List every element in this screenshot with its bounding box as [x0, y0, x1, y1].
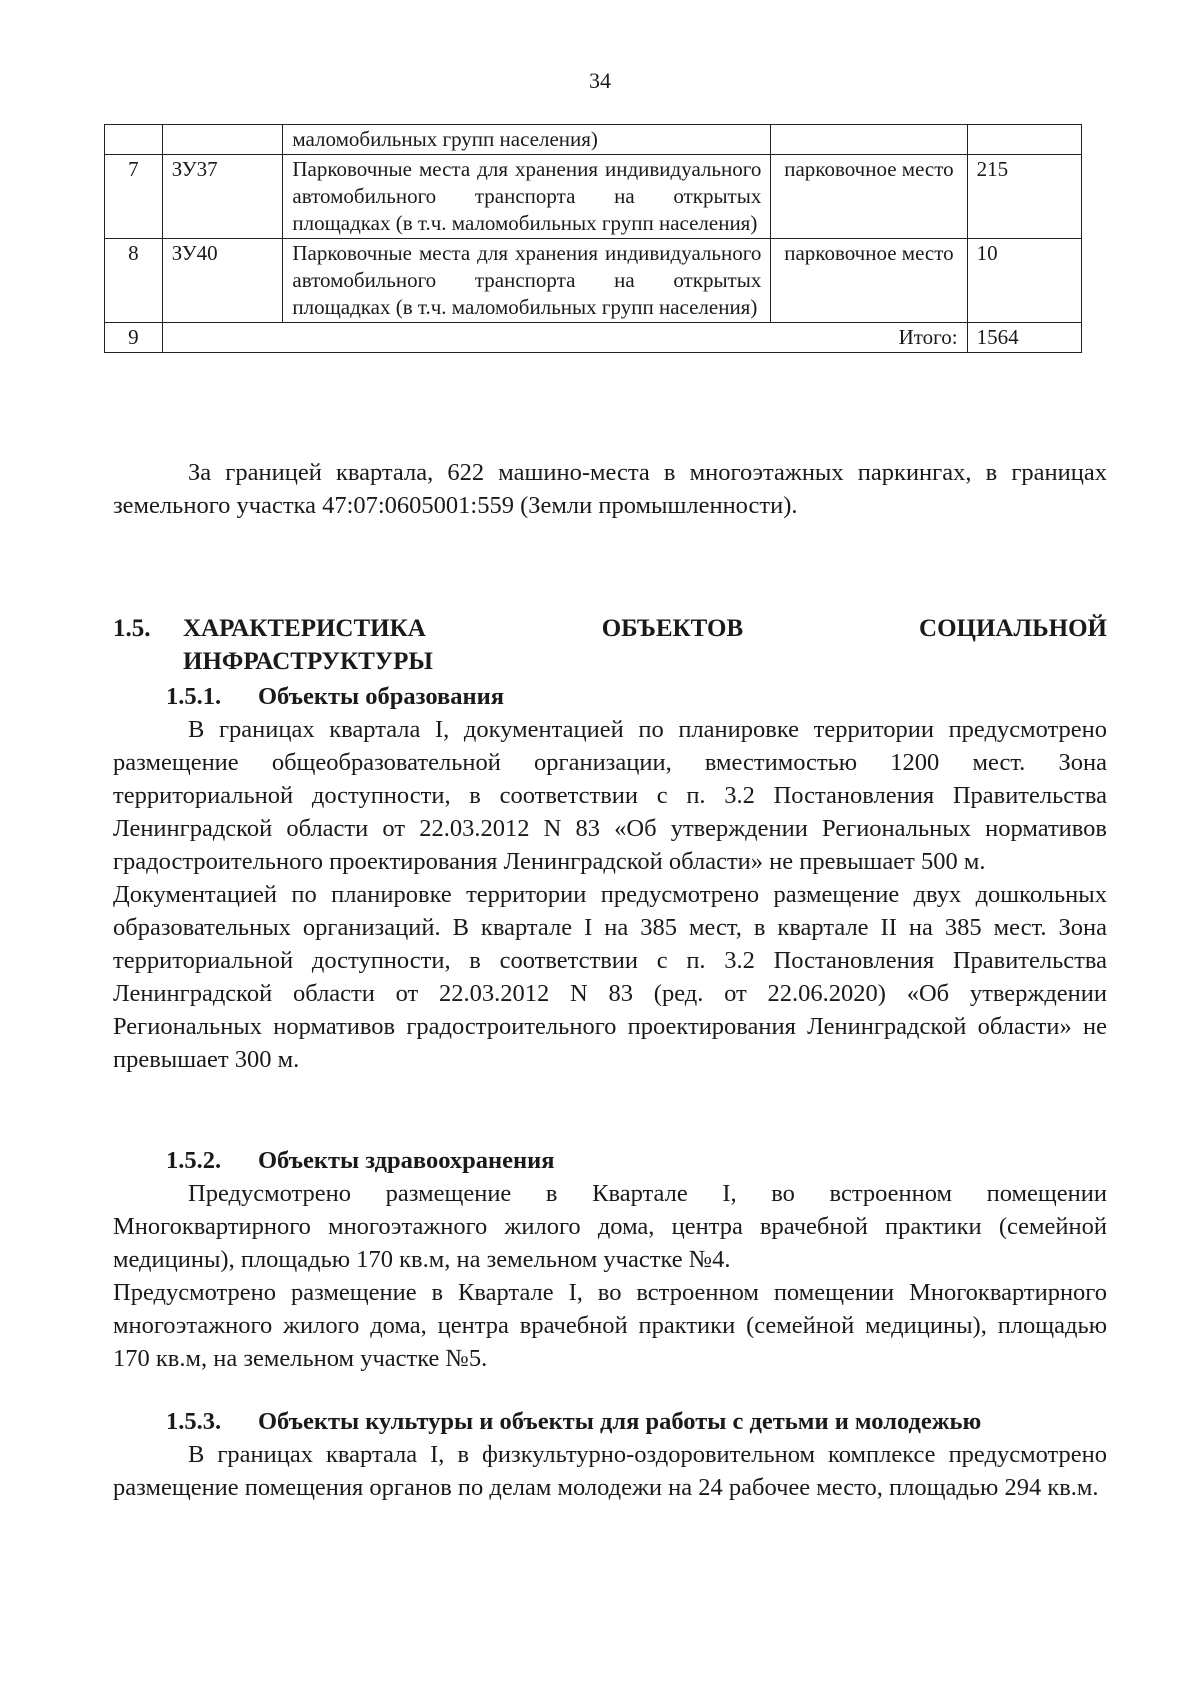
section-number: 1.5.: [113, 615, 151, 642]
row-unit: [771, 125, 967, 155]
education-text: [113, 713, 1107, 1076]
row-quantity: [967, 125, 1081, 155]
table-total-row: [105, 323, 1082, 353]
row-quantity: 10: [967, 239, 1081, 323]
subsection-1-5-2-title: [166, 1144, 555, 1177]
subsection-number: 1.5.1.: [166, 683, 222, 710]
row-number: [105, 125, 163, 155]
paragraph: Документацией по планировке территории предусмотрено размещение двух дошкольных образовательных организаций. В квартале I на 385 мест, в квартале II на 385 мест. Зона территориальной доступности, в соответствии с п. 3.2 Постановления Правительства Ленинградской области от 22.03.2012 N 83 (ред. от 22.06.2020) «Об утверждении Региональных нормативов градостроительного проектирования Ленинградской области» не превышает 300 м.: [113, 881, 1107, 1073]
row-code: ЗУ37: [162, 155, 283, 239]
healthcare-text: [113, 1177, 1107, 1375]
row-number: 7: [105, 155, 163, 239]
heading-word: ОБЪЕКТОВ: [601, 615, 744, 642]
subsection-1-5-1-title: [166, 680, 504, 713]
subsection-number: 1.5.3.: [166, 1408, 222, 1435]
heading-word: ХАРАКТЕРИСТИКА: [183, 615, 426, 642]
row-unit: парковочное место: [771, 239, 967, 323]
total-value: 1564: [967, 323, 1081, 353]
paragraph: В границах квартала I, документацией по планировке территории предусмотрено размещение общеобразовательной организации, вместимостью 1200 мест. Зона территориальной доступности, в соответствии с п. 3.2 Постановления Правительства Ленинградской области от 22.03.2012 N 83 «Об утверждении Региональных нормативов градостроительного проектирования Ленинградской области» не превышает 500 м.: [113, 716, 1107, 875]
table-row: [105, 125, 1082, 155]
table-row: [105, 155, 1082, 239]
paragraph: Предусмотрено размещение в Квартале I, во встроенном помещении Многоквартирного многоэтажного жилого дома, центра врачебной практики (семейной медицины), площадью 170 кв.м, на земельном участке №5.: [113, 1279, 1107, 1372]
outside-parking-paragraph: За границей квартала, 622 машино-места в многоэтажных паркингах, в границах земельного участка 47:07:0605001:559 (Земли промышленности).: [113, 459, 1107, 519]
row-quantity: 215: [967, 155, 1081, 239]
culture-text: [113, 1438, 1107, 1504]
row-description: маломобильных групп населения): [283, 125, 771, 155]
row-code: ЗУ40: [162, 239, 283, 323]
subsection-title: Объекты культуры и объекты для работы с детьми и молодежью: [258, 1408, 982, 1435]
page-number: 34: [589, 68, 611, 93]
subsection-1-5-3-title: [166, 1405, 981, 1438]
row-code: [162, 125, 283, 155]
total-label: Итого:: [162, 323, 967, 353]
table-row: [105, 239, 1082, 323]
heading-word: СОЦИАЛЬНОЙ: [919, 615, 1107, 642]
row-description: Парковочные места для хранения индивидуального автомобильного транспорта на открытых площадках (в т.ч. маломобильных групп населения): [283, 239, 771, 323]
heading-continuation: ИНФРАСТРУКТУРЫ: [183, 648, 433, 675]
row-number: 8: [105, 239, 163, 323]
row-description: Парковочные места для хранения индивидуального автомобильного транспорта на открытых площадках (в т.ч. маломобильных групп населения): [283, 155, 771, 239]
parking-table: [104, 124, 1082, 353]
subsection-title: Объекты образования: [258, 683, 504, 710]
section-1-5-heading: [113, 612, 1107, 678]
paragraph: Предусмотрено размещение в Квартале I, во встроенном помещении Многоквартирного многоэтажного жилого дома, центра врачебной практики (семейной медицины), площадью 170 кв.м, на земельном участке №4.: [113, 1180, 1107, 1273]
subsection-title: Объекты здравоохранения: [258, 1147, 555, 1174]
row-unit: парковочное место: [771, 155, 967, 239]
total-row-number: 9: [105, 323, 163, 353]
paragraph: В границах квартала I, в физкультурно-оздоровительном комплексе предусмотрено размещение помещения органов по делам молодежи на 24 рабочее место, площадью 294 кв.м.: [113, 1441, 1107, 1501]
subsection-number: 1.5.2.: [166, 1147, 222, 1174]
